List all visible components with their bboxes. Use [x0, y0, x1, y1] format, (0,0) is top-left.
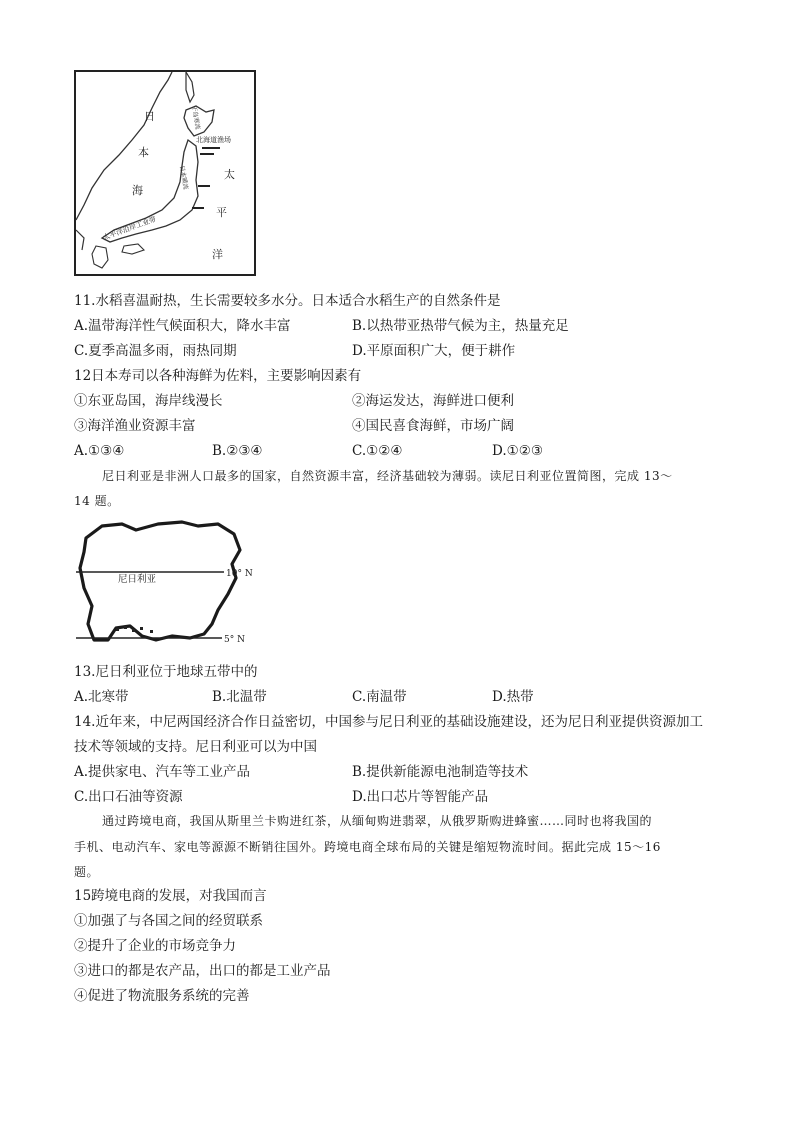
nigeria-map	[72, 516, 264, 654]
passage-13-14-line-2: 14 题。	[74, 494, 120, 508]
q14-stem-line-2: 技术等领域的支持。尼日利亚可以为中国	[74, 739, 317, 755]
q12-statement-3: ③海洋渔业资源丰富	[74, 418, 196, 434]
current-label-2: 日本暖流	[178, 165, 190, 190]
lat-5-label: 5° N	[224, 635, 245, 645]
q11-option-d: D.平原面积广大，便于耕作	[352, 343, 516, 359]
passage-15-16-line-1: 通过跨境电商，我国从斯里兰卡购进红茶，从缅甸购进翡翠，从俄罗斯购进蜂蜜……同时也将我国的	[102, 814, 653, 828]
q13-option-a: A.北寒带	[74, 689, 129, 705]
current-label-1: 干岛寒流	[190, 105, 202, 130]
industrial-belt-label: 太平洋沿岸工业带	[101, 215, 158, 242]
q15-statement-2: ②提升了企业的市场竞争力	[74, 938, 236, 954]
q12-statement-1: ①东亚岛国，海岸线漫长	[74, 393, 223, 409]
sea-label-1: 日	[144, 110, 155, 123]
sea-label-2: 本	[138, 146, 149, 159]
q15-statement-4: ④促进了物流服务系统的完善	[74, 988, 250, 1004]
q15-statement-3: ③进口的都是农产品，出口的都是工业产品	[74, 963, 331, 979]
ocean-label-1: 太	[224, 168, 235, 181]
q15-stem: 15跨境电商的发展，对我国而言	[74, 888, 267, 904]
q12-statement-2: ②海运发达，海鲜进口便利	[352, 393, 514, 409]
q14-option-c: C.出口石油等资源	[74, 789, 183, 805]
q14-option-b: B.提供新能源电池制造等技术	[352, 764, 529, 780]
q13-stem: 13.尼日利亚位于地球五带中的	[74, 664, 258, 680]
q14-stem-line-1: 14.近年来，中尼两国经济合作日益密切，中国参与尼日利亚的基础设施建设，还为尼日利亚提供资源加工	[74, 714, 703, 730]
nigeria-label: 尼日利亚	[118, 574, 157, 585]
q14-option-a: A.提供家电、汽车等工业产品	[74, 764, 251, 780]
lat-10-label: 10° N	[226, 569, 253, 579]
passage-15-16-line-3: 题。	[74, 865, 100, 879]
sea-label-3: 海	[132, 184, 143, 197]
japan-map	[74, 70, 256, 276]
q13-option-d: D.热带	[492, 689, 534, 705]
q14-option-d: D.出口芯片等智能产品	[352, 789, 489, 805]
q11-option-c: C.夏季高温多雨，雨热同期	[74, 343, 237, 359]
q15-statement-1: ①加强了与各国之间的经贸联系	[74, 913, 263, 929]
q11-option-a: A.温带海洋性气候面积大，降水丰富	[74, 318, 291, 334]
q12-option-b: B.②③④	[212, 443, 263, 459]
q11-stem: 11.水稻喜温耐热，生长需要较多水分。日本适合水稻生产的自然条件是	[74, 293, 501, 309]
nigeria-outline	[80, 522, 240, 640]
ocean-label-2: 平	[216, 206, 227, 219]
q13-option-c: C.南温带	[352, 689, 407, 705]
ocean-label-3: 洋	[212, 248, 223, 261]
q12-option-c: C.①②④	[352, 443, 403, 459]
q12-statement-4: ④国民喜食海鲜，市场广阔	[352, 418, 514, 434]
q11-option-b: B.以热带亚热带气候为主，热量充足	[352, 318, 569, 334]
passage-15-16-line-2: 手机、电动汽车、家电等源源不断销往国外。跨境电商全球布局的关键是缩短物流时间。据此完成 15～16	[74, 840, 661, 854]
passage-13-14-line-1: 尼日利亚是非洲人口最多的国家，自然资源丰富，经济基础较为薄弱。读尼日利亚位置简图，完成 13～	[102, 469, 673, 483]
q12-stem: 12日本寿司以各种海鲜为佐料，主要影响因素有	[74, 368, 362, 384]
q12-option-a: A.①③④	[74, 443, 125, 459]
q13-option-b: B.北温带	[212, 689, 267, 705]
fishery-label: 北海道渔场	[196, 136, 231, 144]
q12-option-d: D.①②③	[492, 443, 543, 459]
